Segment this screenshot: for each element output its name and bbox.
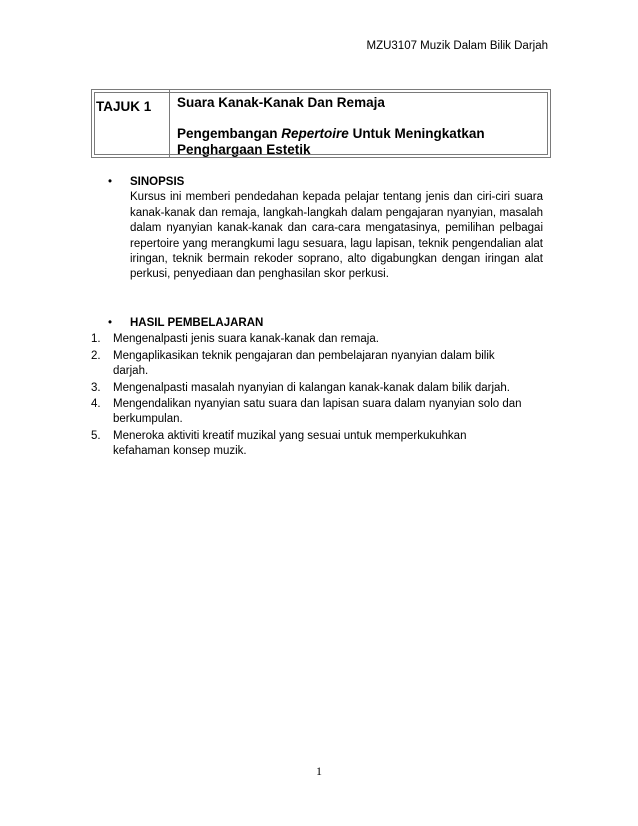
- sinopsis-paragraph: Kursus ini memberi pendedahan kepada pelajar tentang jenis dan ciri-ciri suara kanak-kanak dan remaja, langkah-langkah dalam pengajaran nyanyian, masalah dalam nyanyian kanak-kanak dan cara-cara mengatasinya, pemilihan pelbagai repertoire yang merangkumi lagu sesuara, lagu lapisan, teknik pengendalian alat iringan, teknik bermain rekoder soprano, alto digabungkan dengan iringan alat perkusi, penyediaan dan penghasilan skor perkusi.: [130, 191, 543, 281]
- list-item: [91, 397, 543, 428]
- item-number: 5.: [91, 429, 101, 442]
- topic-label: TAJUK 1: [92, 90, 170, 157]
- topic-title: Suara Kanak-Kanak Dan Remaja: [177, 95, 385, 110]
- item-text: Mengenalpasti jenis suara kanak-kanak dan remaja.: [113, 333, 379, 346]
- list-item: [91, 381, 543, 396]
- subtitle-part-2: Untuk Meningkatkan Penghargaan Estetik: [177, 126, 485, 157]
- item-number: 3.: [91, 381, 101, 394]
- item-text: Mengenalpasti masalah nyanyian di kalangan kanak-kanak dalam bilik darjah.: [113, 381, 510, 394]
- sinopsis-heading: SINOPSIS: [130, 176, 185, 188]
- list-item: [91, 429, 543, 460]
- item-text: Meneroka aktiviti kreatif muzikal yang sesuai untuk memperkukuhkan kefahaman konsep muzik.: [113, 429, 467, 458]
- outcomes-section: [91, 316, 543, 460]
- outcomes-heading: HASIL PEMBELAJARAN: [130, 317, 264, 329]
- outcomes-heading-row: [108, 316, 543, 331]
- list-item: [91, 332, 543, 347]
- item-text: Mengaplikasikan teknik pengajaran dan pembelajaran nyanyian dalam bilik darjah.: [113, 349, 495, 378]
- sinopsis-section: [108, 175, 543, 283]
- sinopsis-heading-row: [108, 175, 543, 190]
- item-number: 1.: [91, 333, 101, 346]
- item-number: 2.: [91, 349, 101, 362]
- topic-titles: [170, 90, 537, 157]
- subtitle-part-1: Pengembangan: [177, 126, 282, 141]
- item-number: 4.: [91, 398, 101, 411]
- bullet-icon: •: [108, 317, 113, 329]
- subtitle-italic-word: Repertoire: [281, 126, 349, 141]
- running-header: MZU3107 Muzik Dalam Bilik Darjah: [366, 40, 548, 52]
- topic-box: [91, 89, 551, 158]
- bullet-icon: •: [108, 176, 113, 188]
- sinopsis-text: [130, 190, 543, 282]
- list-item: [91, 349, 543, 380]
- topic-subtitle: [177, 126, 537, 158]
- item-text: Mengendalikan nyanyian satu suara dan lapisan suara dalam nyanyian solo dan berkumpulan.: [113, 398, 522, 426]
- outcomes-list: [91, 332, 543, 459]
- page-number: 1: [316, 764, 322, 778]
